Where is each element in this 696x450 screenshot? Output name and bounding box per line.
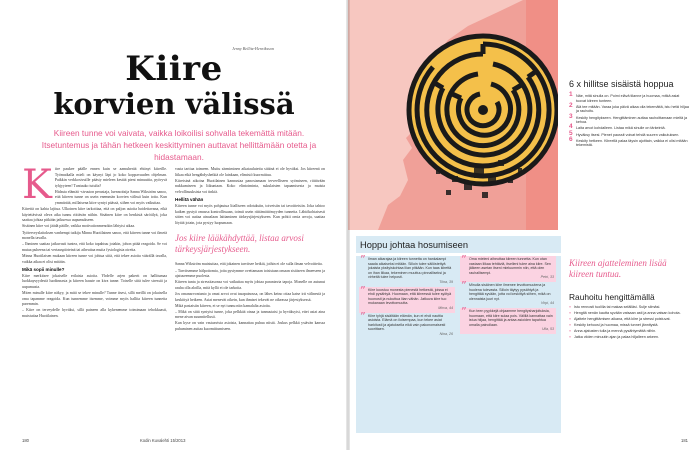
body-column-2 [175,167,325,333]
sidebar-box-title: Hoppu johtaa hosumiseen [356,236,561,253]
body-paragraph: vasta tarttua toimeen. Muttu särmiminen aikataulutettu sitäinä ei ole hyväksi. Jos kiireenä on liikaa eikä hengähdyshetkiä ole lainkaan, elimistö kuormittuu. [175,167,325,177]
tips-title: 6 x hillitse sisäistä hoppua [569,79,674,89]
quote-mark-icon: ” [360,283,366,297]
headline-line-1: Kiire [125,49,223,89]
maze-head-icon [348,0,558,230]
maze-head-illustration [348,0,558,230]
reader-quote [359,309,455,339]
tip-item [569,135,689,148]
reader-quote [359,253,455,287]
tip-text: Keskity hengitykseen. Hengittäminen auttaa rauhoittamaan mieltä ja kehoa. [576,115,688,125]
reader-quote [460,253,556,282]
quote-mark-icon: ” [461,278,467,292]
body-paragraph: Mikä pastaisiin kiireen, ei se nyt tunnu niin kamalalta asioita. [175,303,271,308]
quote-column-right [460,253,556,334]
tip-text: Näe, mitä sinulla on. Poimi elävä tilanne ja huomaa, mitkä asiat tuovat kiireen tunteen. [576,94,680,103]
lead-paragraph: Kiireen tunne voi vaivata, vaikka loikoilisi sohvalla tekemättä mitään. Itsetuntemus ja tähän hetkeen keskittyminen auttavat hellittämään otetta ja hidastamaan. [41,128,317,162]
quote-text: Oma mieleni aiheuttaa kiireen tunnetta. Kun otan vastaan liikaa tehtäviä, itselleni tulee aina kiire. Sen jälkeen asetan itseni mieluummin niin, että olen rauhallisempi. [469,257,551,275]
tip-number: 2 [569,101,573,109]
tip-item [569,101,689,114]
tip-number: 1 [569,91,573,98]
tip-item [569,112,689,125]
subheading: Mikä sopii minulle? [22,267,65,273]
tip-number: 6 [569,135,573,143]
page-number-left: 180 [22,438,29,443]
quote-text: Kiire tyhjä sisältään elämän, kun ei ehdi nauttia asioista. Elämä on iloisempaa, kun tekee asiat harkitusti ja ajatuksella eikä vain pakonomaisesti suorittaen. [368,313,446,332]
right-page [348,0,696,450]
tip-text: Laita arvot kohdalleen. Listaa mikä sinulle on tärkeintä. [576,126,666,131]
body-paragraph: – Kiire on terveydelle hyväksi, sillä paineen alla kykenemme toimimaan tehokkaasti, muistuttaa Huotilainen. [22,308,167,318]
body-paragraph: Kiire merkitsee jokaiselle erilaisia asioita. Yhdelle arjen pakertt on hallitumaa luokkaysyydestä luodinnasta ja kiireen haaste on kiva tunne. Toiselle siitä tulee stressiä ja uupumusta. [22,273,167,289]
breathing-step: » Anna ajatusten tulla ja mennä pysähtymättä niihin. [569,329,689,334]
quote-text: Kiire koostuu monesta pienestä hetkestä, joissa ei ehdi pysähtyä. Huomaan, että kiireessä tulee syötyä huonosti ja nukuttua liian vähän. Jatkuva kiire tuo mukanaan levottomuutta. [368,287,452,306]
tips-list [569,91,689,150]
spine-gutter [346,0,350,450]
body-paragraph: – Tarvitsemme hälpottomia, joita pystymme ovettamaan toisistaan omaan sisäiseen ilmeeseen ja ajatuseemme puolesta. [175,268,325,279]
tip-text: Keskity hetkeen. Kiireellä palaa täysin ajoittain, vaikka ei olisi mitään tekemistä. [576,138,688,148]
tip-item [569,123,689,131]
quote-source: Mirva, 44 [438,305,453,310]
body-paragraph: Kiireen tunta ja stressitasonsa voi vaikuttaa myös johtaa parantavia tapoja. Monelle on autunut rauha olla aloilla, mitä kyllä ei ole tarkoita. [175,280,325,290]
body-paragraph: Hidasta elämää -sivuston perustaja, luennoitsija Sanna Wikström sanoo, että kiireen tunne on usein enemmän korvien välissä kuin totta. Kun ymmärtää, millaisena kiire syntyi päässä, siihen voi myös vaikuttaa. [54,189,167,206]
tip-number: 3 [569,112,573,120]
body-paragraph: Kiirettä on kahta lajitua. Ulkoinen kiire tarkoittaa, että on paljon asioita hoidettavana, eikä käytettävissä oleva aika tunnu riittävän niihin. Sisäinen kiire on henkistä särötilyä, joka saattaa johtaa pitkään jatkuessa uupumukseen. [22,207,167,223]
breathing-step: » Ajattele hengittämisen aikana, että kiire ja stressi poistuvat. [569,317,689,322]
subheading: Hellitä vähän [175,197,204,203]
tip-item [569,91,689,103]
quote-text: Minulla sisäinen kiire ilmenee levottomuutena ja huolena tulevasta. Silloin täytyy pysähtyä ja hengittää syvään, jotta voi keskittyä siihen, mikä on olennaista juuri nyt. [469,282,551,301]
reader-quote [359,283,455,313]
body-paragraph: Minna Huotilaisen mukaan kiireen tunne voi johtua siitä, että tekee asioita väärällä tavalla, vaikka aikaa ei olisi mitään. [22,253,167,264]
quote-text: Kun teen pyykkejä ohjaamme hengitysharjoituksia, huomaan, että kiire sulaa pois. Välillä kannattaa vain istua hiljaa, hengittää ja antaa asioiden tapahtua omalla painollaan. [469,308,553,327]
body-paragraph: Sanna Wikström muistuttaa, että jokainen tarvitsee hetkiä, joihin ei ole sulla ilman velvoitteita. [175,262,323,267]
quote-mark-icon: ” [461,304,467,318]
tip-text: Älä tee mitään. Varaa joka päivä aikaa olla tekemättä, istu hetki hiljaa ja rauhoitu. [576,104,689,114]
breathing-step: » Keskity kehoosi ja huomaa, missä tunnet jännitystä. [569,323,689,328]
body-paragraph: Kiireisinä aikoina Huotilainen kannustaa panostamaan terveelliseen syömiseen, riittävään nukkumiseen ja liikuntaan. Koko elintoiminta, sukulaisten tapaamisesta ja muista velvollisuuksista voi tinkiä. [175,178,325,194]
breathing-step: » Hengitä nenän kautta syvään vatsaan asti ja anna vatsan kohota. [569,311,689,316]
body-paragraph: Työterveyslaitoksen vanhempi tutkija Minna Huotilainen sanoo, että kiireen tunne voi ilmetä monella tavalla. [22,230,167,241]
tip-number: 5 [569,129,573,137]
breathing-list [569,305,689,341]
quote-source: Ulla, 53 [541,327,554,332]
body-paragraph: Miten minulle kiire näkyy, ja mitä se tekee minulle? Tunne itsesi, sillä meillä on jokaisella oma tapamme reagoida. Kun tunnemme itsemme, voimme myös hallita kiireen tunnetta paremmin. [22,290,167,307]
drop-cap: K [22,162,52,208]
headline-line-2: korvien välissä [53,87,295,121]
body-paragraph: – Ihminen saattaa jatkuvasti tuntea, että koko tapahtuu jotakin, johon pitää reagoida. Se voi mutaa puheena tai vertauspiirteinä tai aiheuttaa muita fysiologisia oireita. [22,242,167,252]
quote-source: Virpi, 44 [540,301,554,306]
right-pull-quote: Kiireen ajatteleminen lisää kiireen tuntua. [569,258,667,279]
body-paragraph: Jos omanarvontunto ja omat arvot ovat tasapainossa, on lähes keino ottaa katse irti välinestä ja keskittyä hetkeen. Asiat menevät oikein, kun ihmiset tekevät ne oikeassa järjestyksessä. [175,291,325,302]
breathing-subheading: Rauhoitu hengittämällä [569,292,655,302]
quote-source: Petri, 33 [540,275,554,280]
tip-text: Hyväksy itsesi. Pienet paussit voivat tehdä suuren vaikutuksen. [576,132,680,137]
page-number-right: 181 [681,438,688,443]
quote-source: Nina, 26 [439,331,453,336]
body-paragraph: Sisäinen kiire voi jäädä päälle, vaikka motivationmenokin lähtyisi aikaa. [22,224,136,229]
magazine-issue: Kodin Kuvalehti 15/2013 [140,438,186,443]
quote-mark-icon: ” [461,253,467,266]
reader-quote [460,278,556,308]
body-paragraph: iire paukee päälle ennen kuin se aamuherää ehtinyt kiireille. Työmatkalla mieli on käynyt läpi jo koko koppavuuden ohjelman. Paikkin verkkosivuille päästy mieleen kestää pieni minuuttia, pyöryvä tyhjyyteen! Tuntuuko tutulta? [54,167,167,188]
quote-mark-icon: ” [360,309,366,323]
breathing-step: » Jatka viiden minuutin ajan ja palaa hiljalleen arkeen. [569,335,689,340]
headline [0,49,348,121]
body-paragraph: Kun kyse on vain vastaavista asioista, kannattaa puhua niistä. Joskus pelkkä ystävän kanssa puhuminen auttaa kuormittumiseen. [175,321,325,331]
quote-column-left [359,253,455,339]
breathing-step: » Istu rennosti tuolilla tai makaa selälläsi. Sulje silmäsi. [569,305,689,310]
tip-item [569,129,689,138]
body-paragraph: – Mikä on siitä syntyisi tunne, joka pelkkää oinaa ja tunnustaisi ja hyväksyisi, ettei asiat aina mene aivan suunnitellusti. [175,309,325,320]
body-paragraph: Kiireen tunne voi myös pohjautua liialliseen odotuksiin, toiveisiin tai tavoitteisiin. Joka tahtoo kaiken pystyä omassa kontrollissaan, toimii usein riittämättömyyden tunnetta. Lähtökohtaisesti sitten voi auttaa ainoalaan laittaminen tärkeysjärjestykseen. Kun pohtii omia arvoja, saattaa löytää jotain, jota pystyy luopumaan. [175,204,325,225]
tip-number: 4 [569,123,573,131]
reader-quote [460,304,556,334]
pull-quote: Jos kiire lääkähdyttää, listaa arvosi tärkeysjärjestykseen. [175,233,304,254]
quote-text: Ilman aikarajaa ja kiireen tunnetta on hankalampi saada aikaiseksi mitään. Silloin tulee säilöstettyä jokaista yksityiskohtaa liian pitkään. Kun taas kiirettä on ihan liikaa, tekeminen muuttuu pinnalliseksi ja virheitä tulee helposti. [368,257,452,280]
body-column-1 [22,162,167,320]
quote-box [356,253,561,433]
quote-source: Tiina, 39 [439,279,453,284]
quote-mark-icon: ” [360,253,366,266]
byline: Jenny Bellitz-Henriksson [232,46,274,51]
